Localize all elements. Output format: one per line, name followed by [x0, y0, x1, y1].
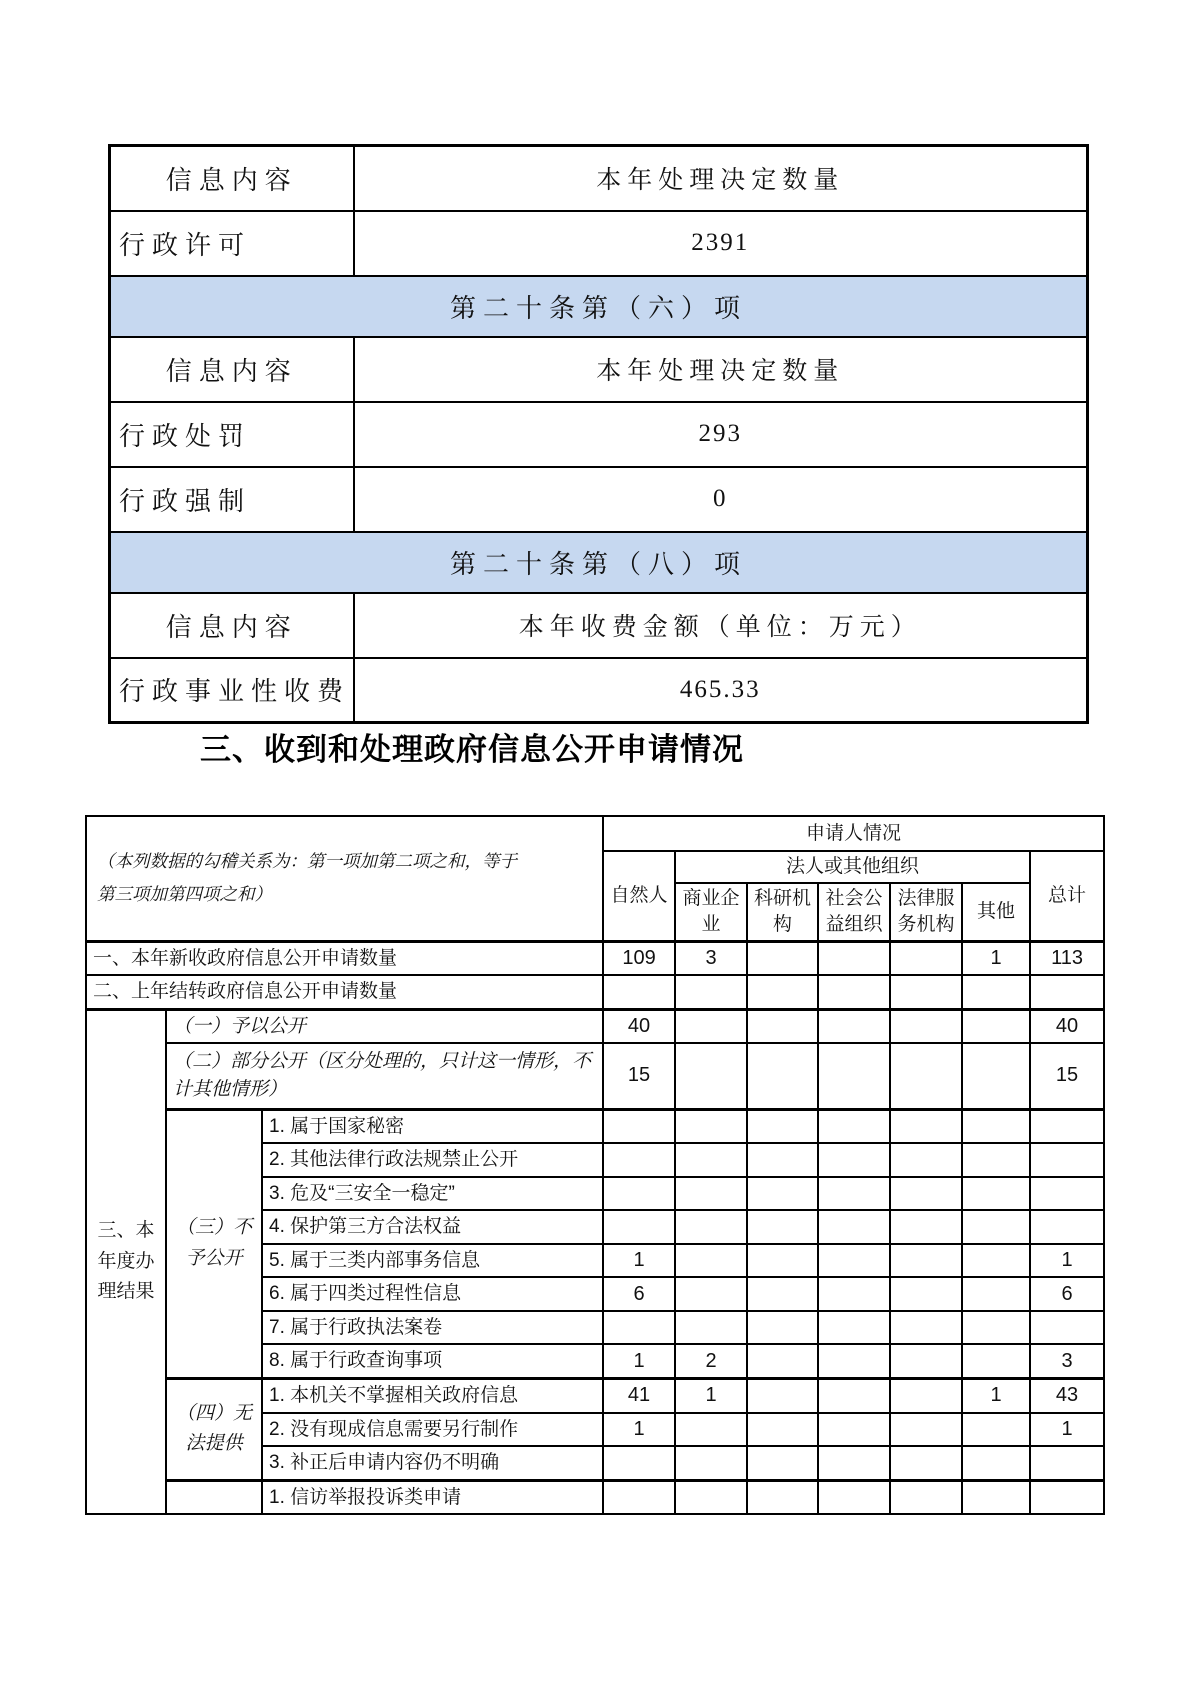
value-cell	[675, 1244, 747, 1278]
section-heading: 三、收到和处理政府信息公开申请情况	[200, 732, 744, 767]
row-label: 1. 信访举报投诉类申请	[262, 1480, 603, 1514]
value-cell	[890, 1446, 962, 1480]
value-cell	[962, 1143, 1030, 1177]
value-cell	[603, 1143, 675, 1177]
row-value: 0	[354, 467, 1088, 532]
value-cell	[1030, 1143, 1104, 1177]
value-cell: 6	[603, 1277, 675, 1311]
value-cell	[747, 1344, 818, 1378]
value-cell	[818, 1446, 890, 1480]
row-label: 6. 属于四类过程性信息	[262, 1277, 603, 1311]
value-cell	[675, 1446, 747, 1480]
table-row	[110, 146, 1088, 211]
value-cell: 2	[675, 1344, 747, 1378]
value-cell	[890, 1143, 962, 1177]
value-cell: 3	[1030, 1344, 1104, 1378]
note-line: 第三项加第四项之和）	[97, 884, 272, 905]
article20-summary-table	[108, 144, 1089, 724]
row-label: （一）予以公开	[166, 1009, 603, 1043]
value-cell	[675, 1143, 747, 1177]
col-header-research: 科研机构	[747, 883, 818, 941]
value-cell: 113	[1030, 941, 1104, 975]
value-cell	[675, 1009, 747, 1043]
value-cell	[747, 1009, 818, 1043]
value-cell	[675, 1109, 747, 1143]
value-cell: 1	[1030, 1413, 1104, 1447]
table-row	[86, 1379, 1104, 1413]
value-cell	[1030, 1210, 1104, 1244]
value-cell	[962, 1244, 1030, 1278]
value-cell	[962, 975, 1030, 1009]
row-label: 8. 属于行政查询事项	[262, 1344, 603, 1378]
value-cell	[962, 1344, 1030, 1378]
row-label: 2. 其他法律行政法规禁止公开	[262, 1143, 603, 1177]
value-cell	[890, 1043, 962, 1109]
row-label: 一、本年新收政府信息公开申请数量	[86, 941, 603, 975]
value-cell	[962, 1480, 1030, 1514]
value-cell: 6	[1030, 1277, 1104, 1311]
value-cell	[890, 1277, 962, 1311]
value-cell: 41	[603, 1379, 675, 1413]
value-cell: 15	[1030, 1043, 1104, 1109]
table-row	[110, 402, 1088, 467]
value-cell: 1	[1030, 1244, 1104, 1278]
table-row	[110, 337, 1088, 402]
row-value: 本年收费金额（单位：万元）	[354, 593, 1088, 658]
value-cell	[962, 1413, 1030, 1447]
value-cell	[890, 1480, 962, 1514]
value-cell	[962, 1446, 1030, 1480]
value-cell	[747, 1311, 818, 1345]
value-cell	[747, 975, 818, 1009]
value-cell	[890, 1413, 962, 1447]
table-row	[110, 211, 1088, 276]
value-cell	[1030, 1480, 1104, 1514]
value-cell	[747, 1413, 818, 1447]
value-cell	[890, 1311, 962, 1345]
col-header-business: 商业企业	[675, 883, 747, 941]
row-label: 3. 危及“三安全一稳定”	[262, 1177, 603, 1211]
table-row	[110, 532, 1088, 593]
value-cell	[962, 1277, 1030, 1311]
table-row	[110, 593, 1088, 658]
value-cell	[818, 1177, 890, 1211]
value-cell: 1	[962, 1379, 1030, 1413]
table2-body	[86, 941, 1104, 1514]
value-cell	[675, 975, 747, 1009]
value-cell	[818, 1480, 890, 1514]
col-header-other: 其他	[962, 883, 1030, 941]
value-cell	[818, 1210, 890, 1244]
value-cell	[890, 1109, 962, 1143]
col-header-public-welfare: 社会公益组织	[818, 883, 890, 941]
section-group-label: 三、本年度办理结果	[86, 1009, 166, 1514]
value-cell	[603, 1177, 675, 1211]
value-cell	[747, 1043, 818, 1109]
value-cell	[603, 1210, 675, 1244]
row-label: 行政强制	[110, 467, 354, 532]
row-label: 信息内容	[110, 593, 354, 658]
value-cell	[818, 941, 890, 975]
col-header-total: 总计	[1030, 851, 1104, 941]
applications-table	[85, 815, 1105, 1515]
table-row	[86, 1109, 1104, 1143]
value-cell: 40	[603, 1009, 675, 1043]
value-cell	[747, 1277, 818, 1311]
row-value: 465.33	[354, 658, 1088, 723]
table-row	[86, 941, 1104, 975]
table-row	[110, 276, 1088, 337]
value-cell: 1	[675, 1379, 747, 1413]
value-cell	[747, 1244, 818, 1278]
value-cell	[1030, 1446, 1104, 1480]
value-cell	[818, 1413, 890, 1447]
value-cell	[747, 1480, 818, 1514]
value-cell	[890, 1210, 962, 1244]
col-header-legal-service: 法律服务机构	[890, 883, 962, 941]
note-line: （本列数据的勾稽关系为：第一项加第二项之和，等于	[97, 851, 517, 871]
row-label: 行政处罚	[110, 402, 354, 467]
row-value: 本年处理决定数量	[354, 146, 1088, 211]
value-cell	[890, 1244, 962, 1278]
value-cell	[818, 1244, 890, 1278]
row-label: 行政事业性收费	[110, 658, 354, 723]
table-row	[86, 975, 1104, 1009]
row-label: 信息内容	[110, 146, 354, 211]
article-band-header: 第二十条第（八）项	[110, 532, 1088, 593]
value-cell	[603, 1109, 675, 1143]
value-cell	[890, 1177, 962, 1211]
value-cell	[675, 1177, 747, 1211]
value-cell	[675, 1311, 747, 1345]
row-label: （二）部分公开（区分处理的，只计这一情形，不计其他情形）	[166, 1043, 603, 1109]
value-cell	[603, 1446, 675, 1480]
value-cell	[818, 1143, 890, 1177]
row-label: 7. 属于行政执法案卷	[262, 1311, 603, 1345]
article-band-header: 第二十条第（六）项	[110, 276, 1088, 337]
value-cell	[603, 975, 675, 1009]
value-cell: 15	[603, 1043, 675, 1109]
value-cell	[818, 1311, 890, 1345]
value-cell	[1030, 1177, 1104, 1211]
col-header-natural-person: 自然人	[603, 851, 675, 941]
value-cell	[747, 1143, 818, 1177]
row-label: 信息内容	[110, 337, 354, 402]
value-cell	[747, 1177, 818, 1211]
col-header-applicant: 申请人情况	[603, 816, 1104, 851]
value-cell	[818, 975, 890, 1009]
value-cell	[818, 1379, 890, 1413]
value-cell: 40	[1030, 1009, 1104, 1043]
row-value: 2391	[354, 211, 1088, 276]
note-cell	[86, 816, 603, 941]
row-label: 3. 补正后申请内容仍不明确	[262, 1446, 603, 1480]
value-cell	[818, 1109, 890, 1143]
value-cell	[818, 1043, 890, 1109]
table-row	[86, 1009, 1104, 1043]
value-cell	[675, 1210, 747, 1244]
value-cell: 1	[603, 1244, 675, 1278]
value-cell	[603, 1311, 675, 1345]
row-label: 2. 没有现成信息需要另行制作	[262, 1413, 603, 1447]
value-cell	[675, 1480, 747, 1514]
value-cell	[818, 1277, 890, 1311]
value-cell: 1	[962, 941, 1030, 975]
value-cell	[603, 1480, 675, 1514]
value-cell: 1	[603, 1344, 675, 1378]
value-cell	[962, 1311, 1030, 1345]
value-cell	[962, 1210, 1030, 1244]
value-cell	[818, 1344, 890, 1378]
sub-group-label: （三）不予公开	[166, 1109, 262, 1378]
table-row	[86, 1043, 1104, 1109]
table-row	[110, 658, 1088, 723]
row-label: 1. 本机关不掌握相关政府信息	[262, 1379, 603, 1413]
value-cell	[962, 1109, 1030, 1143]
row-label: 4. 保护第三方合法权益	[262, 1210, 603, 1244]
value-cell	[1030, 975, 1104, 1009]
row-value: 293	[354, 402, 1088, 467]
value-cell	[1030, 1109, 1104, 1143]
value-cell: 109	[603, 941, 675, 975]
sub-group-label	[166, 1480, 262, 1514]
value-cell	[747, 1446, 818, 1480]
row-value: 本年处理决定数量	[354, 337, 1088, 402]
value-cell: 43	[1030, 1379, 1104, 1413]
value-cell	[675, 1277, 747, 1311]
value-cell	[675, 1043, 747, 1109]
value-cell	[747, 941, 818, 975]
value-cell: 1	[603, 1413, 675, 1447]
value-cell	[890, 975, 962, 1009]
value-cell	[890, 1344, 962, 1378]
row-label: 5. 属于三类内部事务信息	[262, 1244, 603, 1278]
table-row	[86, 1480, 1104, 1514]
value-cell	[962, 1177, 1030, 1211]
value-cell	[890, 1379, 962, 1413]
value-cell	[890, 941, 962, 975]
value-cell	[747, 1379, 818, 1413]
value-cell: 3	[675, 941, 747, 975]
row-label: 行政许可	[110, 211, 354, 276]
value-cell	[818, 1009, 890, 1043]
table-row	[110, 467, 1088, 532]
value-cell	[1030, 1311, 1104, 1345]
value-cell	[890, 1009, 962, 1043]
row-label: 1. 属于国家秘密	[262, 1109, 603, 1143]
sub-group-label: （四）无法提供	[166, 1379, 262, 1481]
table-header-row	[86, 816, 1104, 851]
value-cell	[747, 1109, 818, 1143]
value-cell	[962, 1043, 1030, 1109]
col-header-legal-org: 法人或其他组织	[675, 851, 1030, 883]
value-cell	[675, 1413, 747, 1447]
value-cell	[962, 1009, 1030, 1043]
value-cell	[747, 1210, 818, 1244]
row-label: 二、上年结转政府信息公开申请数量	[86, 975, 603, 1009]
